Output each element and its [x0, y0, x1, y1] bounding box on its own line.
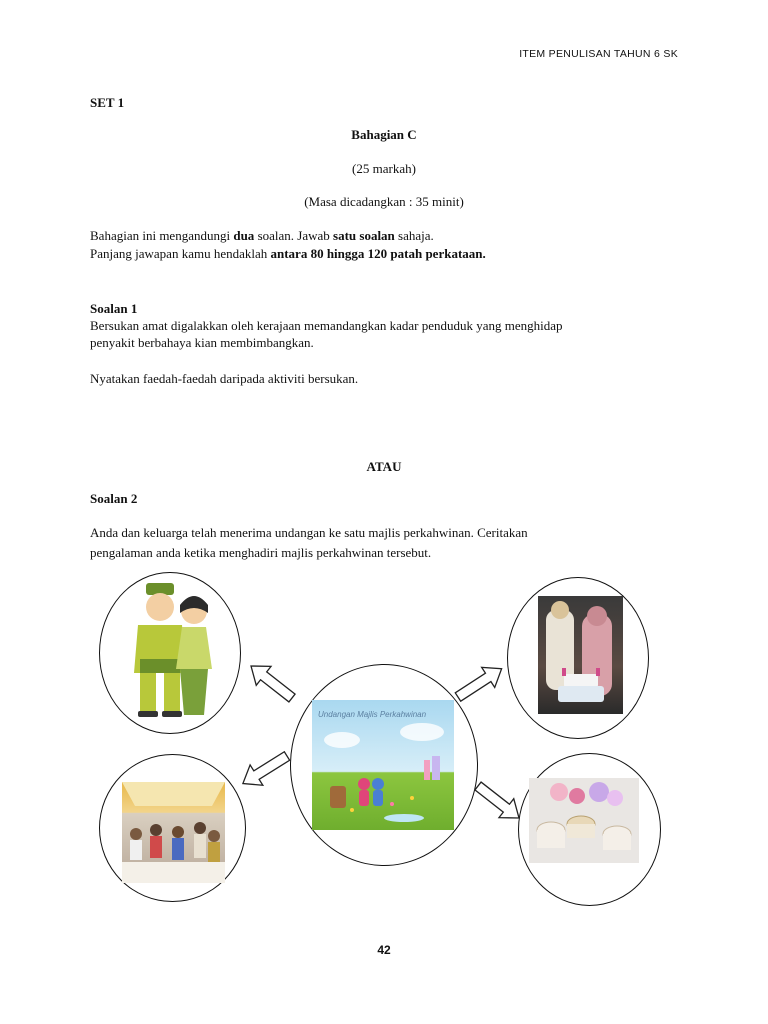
arrow-to-wedding-photo	[451, 659, 508, 707]
question-1-title: Soalan 1	[90, 301, 138, 316]
or-divider: ATAU	[366, 459, 402, 474]
question-2-line-2: pengalaman anda ketika menghadiri majlis perkahwinan tersebut.	[90, 545, 432, 560]
invitation-card-text: Undangan Majlis Perkahwinan	[318, 710, 427, 719]
instruction-bold: dua	[233, 228, 255, 243]
arrow-to-banquet-photo	[237, 746, 294, 794]
question-2-title: Soalan 2	[90, 491, 138, 506]
arrow-to-favors-photo	[471, 777, 527, 828]
instruction-bold: antara 80 hingga 120 patah perkataan.	[270, 246, 486, 261]
time-text: (Masa dicadangkan : 35 minit)	[304, 194, 464, 209]
instruction-text: Bahagian ini mengandungi	[90, 228, 234, 243]
question-1-line-3: Nyatakan faedah-faedah daripada aktiviti bersukan.	[90, 371, 359, 386]
marks-text: (25 markah)	[352, 161, 416, 176]
instruction-text: Panjang jawapan kamu hendaklah	[90, 246, 271, 261]
instruction-text: soalan. Jawab	[254, 228, 334, 243]
page-number: 42	[377, 943, 391, 957]
set-title: SET 1	[90, 95, 125, 110]
arrow-to-couple-cartoon	[244, 657, 300, 708]
instruction-text: sahaja.	[394, 228, 434, 243]
question-1-line-1: Bersukan amat digalakkan oleh kerajaan memandangkan kadar penduduk yang menghidap	[90, 318, 563, 333]
instruction-bold: satu soalan	[333, 228, 395, 243]
question-2-line-1: Anda dan keluarga telah menerima undangan ke satu majlis perkahwinan. Ceritakan	[90, 525, 528, 540]
page-header: ITEM PENULISAN TAHUN 6 SK	[519, 48, 678, 60]
section-title: Bahagian C	[351, 127, 417, 142]
question-1-line-2: penyakit berbahaya kian membimbangkan.	[90, 335, 314, 350]
